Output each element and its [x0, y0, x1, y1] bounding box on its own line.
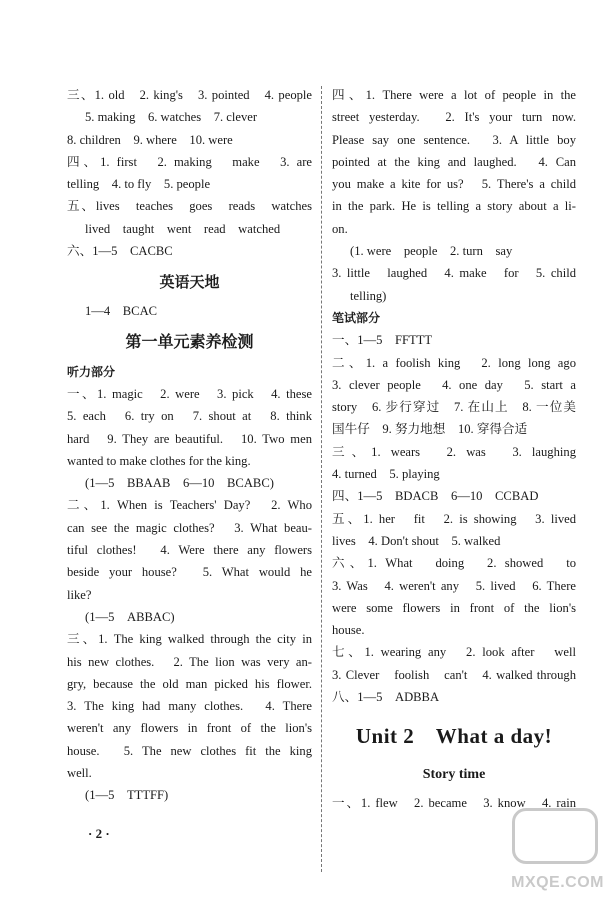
- answer-line: 一、1. flew 2. became 3. know 4. rain: [332, 796, 576, 811]
- subsection-heading: Story time: [422, 767, 486, 783]
- answer-line: 二、1. When is Teachers' Day? 2. Who: [67, 498, 312, 513]
- answer-line: well.: [67, 766, 92, 781]
- left-column: [67, 84, 312, 807]
- answer-line: 3. The king had many clothes. 4. There: [67, 699, 312, 714]
- section-heading: 第一单元素养检测: [125, 331, 254, 351]
- answer-line: 三、1. The king walked through the city in: [67, 632, 312, 647]
- answer-line: 四、1—5 BDACB 6—10 CCBAD: [332, 489, 539, 504]
- answer-line: 5. making 6. watches 7. clever: [85, 110, 258, 125]
- section-heading: 英语天地: [159, 273, 220, 292]
- answer-line: pointed at the king and laughed. 4. Can: [332, 154, 576, 169]
- answer-line: 一、1—5 FFTTT: [332, 333, 433, 348]
- answer-line: 三、1. wears 2. was 3. laughing: [332, 444, 576, 459]
- answer-line: (1. were people 2. turn say: [350, 244, 513, 259]
- answer-line: 五、1. her fit 2. is showing 3. lived: [332, 511, 576, 526]
- answer-line: hard 9. They are beautiful. 10. Two men: [67, 431, 312, 446]
- answer-line: 四、1. There were a lot of people in the: [332, 88, 576, 102]
- answer-line: 四、1. first 2. making make 3. are: [67, 154, 312, 169]
- answer-line: can see the magic clothes? 3. What beau-: [67, 520, 312, 535]
- answer-line: you make a kite for us? 5. There's a child: [332, 177, 576, 192]
- answer-line: house. 5. The new clothes fit the king: [67, 743, 312, 758]
- watermark-site: MXQE.COM: [511, 874, 604, 891]
- answer-line: 七、1. wearing any 2. look after well: [332, 645, 576, 660]
- watermark-logo: [509, 806, 604, 894]
- answer-line: Please say one sentence. 3. A little boy: [332, 132, 576, 147]
- answer-line: telling): [350, 288, 387, 303]
- answer-line: 3. Clever foolish can't 4. walked through: [332, 667, 576, 682]
- answer-line: 5. each 6. try on 7. shout at 8. think: [67, 409, 312, 424]
- answer-line: 8. children 9. where 10. were: [67, 132, 233, 147]
- answer-line: weren't any flowers in front of the lion's: [67, 721, 312, 736]
- watermark-badge-icon: [512, 808, 598, 864]
- answer-line: 3. Was 4. weren't any 5. lived 6. There: [332, 578, 576, 593]
- answer-line: 六、1. What doing 2. showed to: [332, 556, 576, 571]
- answer-line: lives 4. Don't shout 5. walked: [332, 533, 501, 548]
- answer-line: 二、1. a foolish king 2. long long ago: [332, 355, 576, 370]
- answer-line: telling 4. to fly 5. people: [67, 177, 211, 192]
- answer-line: 五、lives teaches goes reads watches: [67, 199, 312, 214]
- answer-line: like?: [67, 587, 92, 602]
- answer-line: story 6. 步行穿过 7. 在山上 8. 一位美: [332, 400, 576, 415]
- part-label: 听力部分: [67, 364, 116, 379]
- answer-line: lived taught went read watched: [85, 221, 281, 236]
- answer-line: (1—5 ABBAC): [85, 609, 175, 624]
- answer-line: his new clothes. 2. The lion was very an-: [67, 654, 312, 669]
- answer-line: beside your house? 5. What would he: [67, 565, 312, 580]
- answer-line: (1—5 BBAAB 6—10 BCABC): [85, 476, 274, 491]
- answer-line: 国牛仔 9. 努力地想 10. 穿得合适: [332, 422, 528, 437]
- answer-line: were some flowers in front of the lion's: [332, 600, 576, 615]
- answer-line: gry, because the old man picked his flower.: [67, 676, 312, 691]
- answer-line: on.: [332, 221, 348, 236]
- answer-line: in the park. He is telling a story about a li-: [332, 199, 576, 214]
- column-divider: [321, 86, 322, 872]
- answer-line: 八、1—5 ADBBA: [332, 690, 440, 705]
- answer-line: 3. clever people 4. one day 5. start a: [332, 377, 576, 392]
- answer-line: 3. little laughed 4. make for 5. child: [332, 266, 576, 281]
- answer-line: wanted to make clothes for the king.: [67, 453, 251, 468]
- answer-line: house.: [332, 623, 365, 638]
- answer-line: 六、1—5 CACBC: [67, 244, 173, 259]
- section-heading: Unit 2 What a day!: [355, 724, 553, 749]
- answer-line: street yesterday. 2. It's your turn now.: [332, 110, 576, 125]
- right-column: [332, 84, 576, 815]
- answer-line: 4. turned 5. playing: [332, 467, 440, 482]
- answer-line: 1—4 BCAC: [85, 304, 158, 319]
- answer-line: 三、1. old 2. king's 3. pointed 4. people: [67, 88, 312, 102]
- part-label: 笔试部分: [332, 310, 381, 325]
- answer-line: tiful clothes! 4. Were there any flowers: [67, 543, 312, 558]
- answer-line: 一、1. magic 2. were 3. pick 4. these: [67, 386, 312, 401]
- answer-line: (1—5 TTTFF): [85, 788, 169, 803]
- page-number: · 2 ·: [88, 826, 110, 841]
